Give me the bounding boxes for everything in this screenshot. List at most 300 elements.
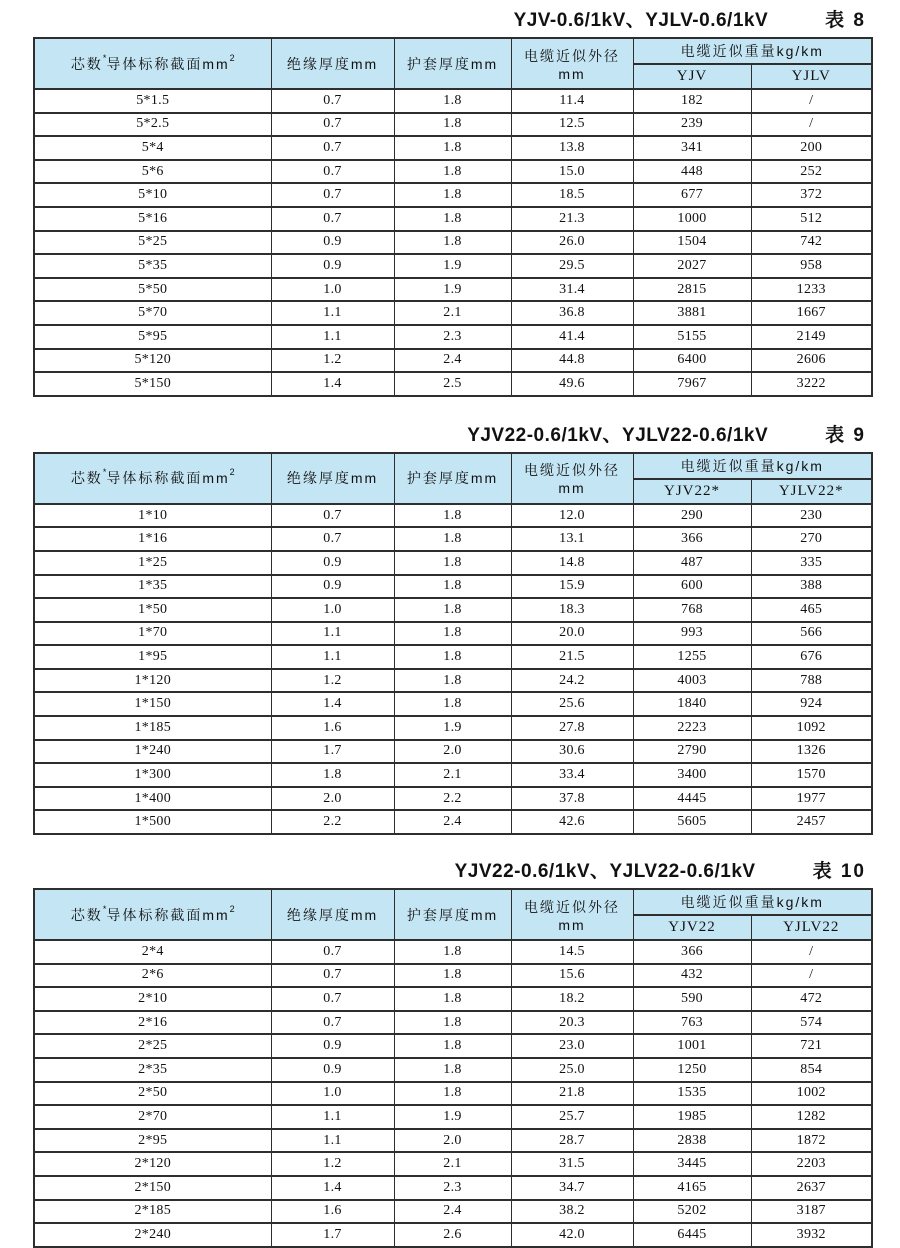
table-cell: 34.7	[511, 1176, 633, 1200]
table-row	[34, 575, 872, 599]
table10-body	[34, 940, 872, 1247]
table-cell: 1002	[751, 1082, 872, 1106]
table-cell: 42.0	[511, 1223, 633, 1247]
table-cell: 30.6	[511, 740, 633, 764]
table-cell: 5202	[633, 1200, 751, 1224]
table-cell: 2.5	[394, 372, 511, 396]
table-cell: 1.8	[394, 160, 511, 184]
table-cell: 2*25	[34, 1034, 271, 1058]
table-cell: 763	[633, 1011, 751, 1035]
table-cell: 2.1	[394, 301, 511, 325]
table-cell: 465	[751, 598, 872, 622]
table-cell: 1.1	[271, 1105, 394, 1129]
table-row	[34, 1129, 872, 1153]
table-row	[34, 1152, 872, 1176]
table-row	[34, 1034, 872, 1058]
table-row	[34, 763, 872, 787]
table-cell: 1001	[633, 1034, 751, 1058]
header-sheath-thickness: 护套厚度mm	[394, 38, 511, 89]
table-cell: 2*95	[34, 1129, 271, 1153]
spec-table-8	[33, 37, 873, 397]
table-cell: 2457	[751, 810, 872, 834]
table-cell: 0.7	[271, 136, 394, 160]
table-cell: 5*35	[34, 254, 271, 278]
table-row	[34, 527, 872, 551]
table-cell: 372	[751, 183, 872, 207]
table9-title: YJV22-0.6/1kV、YJLV22-0.6/1kV	[467, 424, 769, 446]
table-cell: 20.0	[511, 622, 633, 646]
table-cell: 1.8	[394, 598, 511, 622]
table-cell: 677	[633, 183, 751, 207]
table-cell: 14.5	[511, 940, 633, 964]
table-cell: 18.3	[511, 598, 633, 622]
table-cell: 0.7	[271, 527, 394, 551]
table-cell: 958	[751, 254, 872, 278]
table-cell: 2.1	[394, 1152, 511, 1176]
table-row	[34, 810, 872, 834]
table-cell: 1570	[751, 763, 872, 787]
table-cell: 1.8	[271, 763, 394, 787]
table-cell: 37.8	[511, 787, 633, 811]
table-cell: 31.4	[511, 278, 633, 302]
table-cell: 5*2.5	[34, 113, 271, 137]
table-cell: 1.8	[394, 645, 511, 669]
header-yjv22: YJV22	[633, 915, 751, 940]
table-cell: 1.4	[271, 372, 394, 396]
table-cell: 13.1	[511, 527, 633, 551]
table8-title-row	[33, 10, 871, 32]
table-cell: 0.7	[271, 964, 394, 988]
table-cell: 1.8	[394, 89, 511, 113]
table-cell: 0.7	[271, 113, 394, 137]
table-cell: 15.6	[511, 964, 633, 988]
table-row	[34, 964, 872, 988]
table-cell: 27.8	[511, 716, 633, 740]
table-cell: 11.4	[511, 89, 633, 113]
table-row	[34, 598, 872, 622]
table-cell: 0.9	[271, 551, 394, 575]
table-cell: /	[751, 89, 872, 113]
table-cell: 2637	[751, 1176, 872, 1200]
table-cell: 25.7	[511, 1105, 633, 1129]
table-cell: 1.6	[271, 1200, 394, 1224]
table-cell: 1.9	[394, 1105, 511, 1129]
table-row	[34, 551, 872, 575]
table-cell: 5*50	[34, 278, 271, 302]
table-cell: 924	[751, 692, 872, 716]
table-cell: 768	[633, 598, 751, 622]
table-cell: 2.0	[394, 740, 511, 764]
table-cell: 2*16	[34, 1011, 271, 1035]
table-cell: 2.2	[394, 787, 511, 811]
table-cell: 1233	[751, 278, 872, 302]
table-cell: 21.8	[511, 1082, 633, 1106]
table-row	[34, 349, 872, 373]
table-cell: 1*185	[34, 716, 271, 740]
table-cell: 1.7	[271, 740, 394, 764]
table-cell: 270	[751, 527, 872, 551]
table-cell: 200	[751, 136, 872, 160]
table-cell: 1535	[633, 1082, 751, 1106]
table-cell: 24.2	[511, 669, 633, 693]
table-cell: 3881	[633, 301, 751, 325]
table-cell: 5*70	[34, 301, 271, 325]
table-cell: 2223	[633, 716, 751, 740]
table-cell: 2.0	[394, 1129, 511, 1153]
table-cell: 2*10	[34, 987, 271, 1011]
table10-header	[34, 889, 872, 940]
table-cell: 1840	[633, 692, 751, 716]
table-cell: 366	[633, 527, 751, 551]
header-approx-weight: 电缆近似重量kg/km	[633, 453, 872, 479]
table-cell: 1667	[751, 301, 872, 325]
table-cell: 5*4	[34, 136, 271, 160]
table-cell: 432	[633, 964, 751, 988]
table-cell: 41.4	[511, 325, 633, 349]
table-cell: 290	[633, 504, 751, 528]
table-cell: 1.9	[394, 716, 511, 740]
table-cell: 0.9	[271, 1058, 394, 1082]
table-cell: 42.6	[511, 810, 633, 834]
table-row	[34, 716, 872, 740]
table-cell: 18.2	[511, 987, 633, 1011]
table-row	[34, 1200, 872, 1224]
table-cell: 1*300	[34, 763, 271, 787]
table-row	[34, 89, 872, 113]
table-cell: 2.3	[394, 1176, 511, 1200]
table-cell: 21.3	[511, 207, 633, 231]
table-cell: 2606	[751, 349, 872, 373]
table-cell: 1.8	[394, 1082, 511, 1106]
table-cell: 1977	[751, 787, 872, 811]
table-row	[34, 1082, 872, 1106]
table-row	[34, 645, 872, 669]
table-cell: 1250	[633, 1058, 751, 1082]
table-cell: 5*95	[34, 325, 271, 349]
table-cell: 788	[751, 669, 872, 693]
table8-title: YJV-0.6/1kV、YJLV-0.6/1kV	[513, 10, 769, 31]
table-cell: 487	[633, 551, 751, 575]
table-cell: 512	[751, 207, 872, 231]
table-cell: 0.7	[271, 89, 394, 113]
table-cell: 2*35	[34, 1058, 271, 1082]
table-row	[34, 254, 872, 278]
table-cell: 5*6	[34, 160, 271, 184]
table-cell: 1*95	[34, 645, 271, 669]
table-cell: 2838	[633, 1129, 751, 1153]
table-row	[34, 504, 872, 528]
table-cell: 3222	[751, 372, 872, 396]
header-yjv: YJV	[633, 64, 751, 89]
table-cell: 230	[751, 504, 872, 528]
table-cell: /	[751, 964, 872, 988]
table-cell: 1.8	[394, 183, 511, 207]
table-cell: 1.8	[394, 504, 511, 528]
table-cell: 252	[751, 160, 872, 184]
table-row	[34, 1105, 872, 1129]
header-outer-diameter: 电缆近似外径mm	[511, 889, 633, 940]
table-cell: 1.9	[394, 254, 511, 278]
table-row	[34, 207, 872, 231]
table-cell: 448	[633, 160, 751, 184]
table-cell: 0.9	[271, 231, 394, 255]
header-core-section: 芯数*导体标称截面$mm^2$	[34, 889, 271, 940]
table-cell: 1.8	[394, 964, 511, 988]
table-cell: 1*16	[34, 527, 271, 551]
table-cell: 1.8	[394, 987, 511, 1011]
table-row	[34, 183, 872, 207]
table-cell: 1.8	[394, 692, 511, 716]
spec-table-10	[33, 888, 873, 1248]
table-cell: 5*1.5	[34, 89, 271, 113]
table-cell: 1*25	[34, 551, 271, 575]
table-cell: 5155	[633, 325, 751, 349]
table-row	[34, 278, 872, 302]
table-cell: 993	[633, 622, 751, 646]
table-cell: 1*50	[34, 598, 271, 622]
table-cell: 29.5	[511, 254, 633, 278]
table-cell: /	[751, 940, 872, 964]
table-cell: 1.8	[394, 1034, 511, 1058]
table-cell: 44.8	[511, 349, 633, 373]
table-cell: 1092	[751, 716, 872, 740]
table-cell: 2.3	[394, 325, 511, 349]
table-cell: 1.1	[271, 325, 394, 349]
table-cell: 12.5	[511, 113, 633, 137]
table-cell: 15.9	[511, 575, 633, 599]
header-core-section: 芯数*导体标称截面$mm^2$	[34, 453, 271, 504]
table-cell: 566	[751, 622, 872, 646]
table9-body	[34, 504, 872, 834]
table-cell: 2*240	[34, 1223, 271, 1247]
table-cell: 5605	[633, 810, 751, 834]
table-cell: 2815	[633, 278, 751, 302]
table-cell: 1*400	[34, 787, 271, 811]
table-cell: 182	[633, 89, 751, 113]
table-cell: 5*25	[34, 231, 271, 255]
table10-title-row	[33, 861, 871, 883]
table-cell: 0.7	[271, 1011, 394, 1035]
table-cell: 20.3	[511, 1011, 633, 1035]
table-cell: 1*35	[34, 575, 271, 599]
table-cell: 2149	[751, 325, 872, 349]
table-row	[34, 231, 872, 255]
header-outer-diameter: 电缆近似外径mm	[511, 453, 633, 504]
table-cell: 1872	[751, 1129, 872, 1153]
table-cell: 28.7	[511, 1129, 633, 1153]
table-cell: 1.4	[271, 1176, 394, 1200]
table-cell: 2.4	[394, 349, 511, 373]
table-cell: 388	[751, 575, 872, 599]
table-cell: 1255	[633, 645, 751, 669]
table-row	[34, 113, 872, 137]
table-cell: 2.6	[394, 1223, 511, 1247]
table-cell: 1282	[751, 1105, 872, 1129]
table-cell: 5*16	[34, 207, 271, 231]
table-cell: 0.9	[271, 1034, 394, 1058]
table-cell: 5*150	[34, 372, 271, 396]
table-cell: 3932	[751, 1223, 872, 1247]
table-cell: 590	[633, 987, 751, 1011]
table-cell: 6445	[633, 1223, 751, 1247]
table8-number: 表 8	[825, 10, 866, 31]
table-cell: 1*500	[34, 810, 271, 834]
table-cell: 2*120	[34, 1152, 271, 1176]
table-cell: 854	[751, 1058, 872, 1082]
table-cell: 38.2	[511, 1200, 633, 1224]
table8-header	[34, 38, 872, 89]
table9-title-row	[33, 425, 871, 447]
header-approx-weight: 电缆近似重量kg/km	[633, 38, 872, 64]
header-outer-diameter: 电缆近似外径mm	[511, 38, 633, 89]
table-cell: 1.0	[271, 278, 394, 302]
table-cell: 335	[751, 551, 872, 575]
table-cell: 574	[751, 1011, 872, 1035]
table-cell: 1.0	[271, 1082, 394, 1106]
table-cell: 2*6	[34, 964, 271, 988]
table-cell: 1*120	[34, 669, 271, 693]
table-cell: 33.4	[511, 763, 633, 787]
table-cell: 1.8	[394, 1011, 511, 1035]
table-cell: 18.5	[511, 183, 633, 207]
header-insulation-thickness: 绝缘厚度mm	[271, 453, 394, 504]
table-cell: 4445	[633, 787, 751, 811]
table-cell: 721	[751, 1034, 872, 1058]
table-cell: 0.7	[271, 504, 394, 528]
table-cell: 1326	[751, 740, 872, 764]
header-insulation-thickness: 绝缘厚度mm	[271, 889, 394, 940]
table9-number: 表 9	[825, 424, 866, 446]
table-cell: 1*10	[34, 504, 271, 528]
table-row	[34, 987, 872, 1011]
table-cell: 1.1	[271, 301, 394, 325]
header-yjv22: YJV22*	[633, 479, 751, 504]
table-row	[34, 692, 872, 716]
table-cell: 13.8	[511, 136, 633, 160]
table-cell: 26.0	[511, 231, 633, 255]
table-cell: 472	[751, 987, 872, 1011]
table-cell: 1.6	[271, 716, 394, 740]
table-cell: 3400	[633, 763, 751, 787]
header-approx-weight: 电缆近似重量kg/km	[633, 889, 872, 915]
spec-table-9	[33, 452, 873, 835]
header-sheath-thickness: 护套厚度mm	[394, 889, 511, 940]
table-cell: 1.8	[394, 207, 511, 231]
table-cell: 1.7	[271, 1223, 394, 1247]
table-row	[34, 1223, 872, 1247]
table-cell: 1*240	[34, 740, 271, 764]
table-cell: 600	[633, 575, 751, 599]
table-cell: 0.7	[271, 940, 394, 964]
table-cell: 1*150	[34, 692, 271, 716]
table8-body	[34, 89, 872, 396]
table-cell: 0.7	[271, 183, 394, 207]
table-cell: 1.8	[394, 1058, 511, 1082]
table-cell: 2*185	[34, 1200, 271, 1224]
table-row	[34, 622, 872, 646]
table-cell: 1.8	[394, 551, 511, 575]
table-cell: 25.0	[511, 1058, 633, 1082]
table-cell: 2*150	[34, 1176, 271, 1200]
table-cell: 1.1	[271, 645, 394, 669]
table-cell: 5*120	[34, 349, 271, 373]
table-cell: 1.8	[394, 940, 511, 964]
table-cell: 4003	[633, 669, 751, 693]
table-cell: 0.7	[271, 987, 394, 1011]
table-cell: 15.0	[511, 160, 633, 184]
table-cell: 5*10	[34, 183, 271, 207]
table-cell: /	[751, 113, 872, 137]
table-cell: 2790	[633, 740, 751, 764]
table-cell: 2*70	[34, 1105, 271, 1129]
table9-header	[34, 453, 872, 504]
table-cell: 25.6	[511, 692, 633, 716]
table10-number: 表 10	[812, 861, 866, 883]
table-cell: 1.9	[394, 278, 511, 302]
table-cell: 239	[633, 113, 751, 137]
table-cell: 21.5	[511, 645, 633, 669]
table-cell: 0.7	[271, 207, 394, 231]
table-cell: 1.2	[271, 669, 394, 693]
table-cell: 1000	[633, 207, 751, 231]
table-cell: 1.0	[271, 598, 394, 622]
table-cell: 7967	[633, 372, 751, 396]
table-row	[34, 1176, 872, 1200]
table-cell: 742	[751, 231, 872, 255]
table-cell: 1*70	[34, 622, 271, 646]
table-cell: 2203	[751, 1152, 872, 1176]
table-cell: 0.9	[271, 575, 394, 599]
table-cell: 1.8	[394, 136, 511, 160]
table-cell: 0.9	[271, 254, 394, 278]
table-cell: 1.8	[394, 622, 511, 646]
table-row	[34, 787, 872, 811]
table-cell: 12.0	[511, 504, 633, 528]
table-cell: 1.8	[394, 575, 511, 599]
table-cell: 2.4	[394, 810, 511, 834]
table-cell: 1.2	[271, 1152, 394, 1176]
table-cell: 4165	[633, 1176, 751, 1200]
table-cell: 6400	[633, 349, 751, 373]
table-cell: 366	[633, 940, 751, 964]
table-cell: 1.1	[271, 1129, 394, 1153]
table-cell: 2*4	[34, 940, 271, 964]
table-cell: 23.0	[511, 1034, 633, 1058]
table-cell: 2027	[633, 254, 751, 278]
table-cell: 341	[633, 136, 751, 160]
table-row	[34, 1058, 872, 1082]
table-cell: 31.5	[511, 1152, 633, 1176]
table-cell: 49.6	[511, 372, 633, 396]
table-cell: 1.1	[271, 622, 394, 646]
table-row	[34, 301, 872, 325]
table-cell: 36.8	[511, 301, 633, 325]
table-cell: 676	[751, 645, 872, 669]
table-cell: 1.8	[394, 231, 511, 255]
table10-title: YJV22-0.6/1kV、YJLV22-0.6/1kV	[454, 861, 756, 883]
table-cell: 1.8	[394, 527, 511, 551]
header-yjlv: YJLV	[751, 64, 872, 89]
header-yjlv22: YJLV22*	[751, 479, 872, 504]
table-row	[34, 740, 872, 764]
header-insulation-thickness: 绝缘厚度mm	[271, 38, 394, 89]
table-row	[34, 372, 872, 396]
table-cell: 1.8	[394, 669, 511, 693]
table-row	[34, 669, 872, 693]
table-cell: 3445	[633, 1152, 751, 1176]
table-cell: 2.0	[271, 787, 394, 811]
table-cell: 1.2	[271, 349, 394, 373]
